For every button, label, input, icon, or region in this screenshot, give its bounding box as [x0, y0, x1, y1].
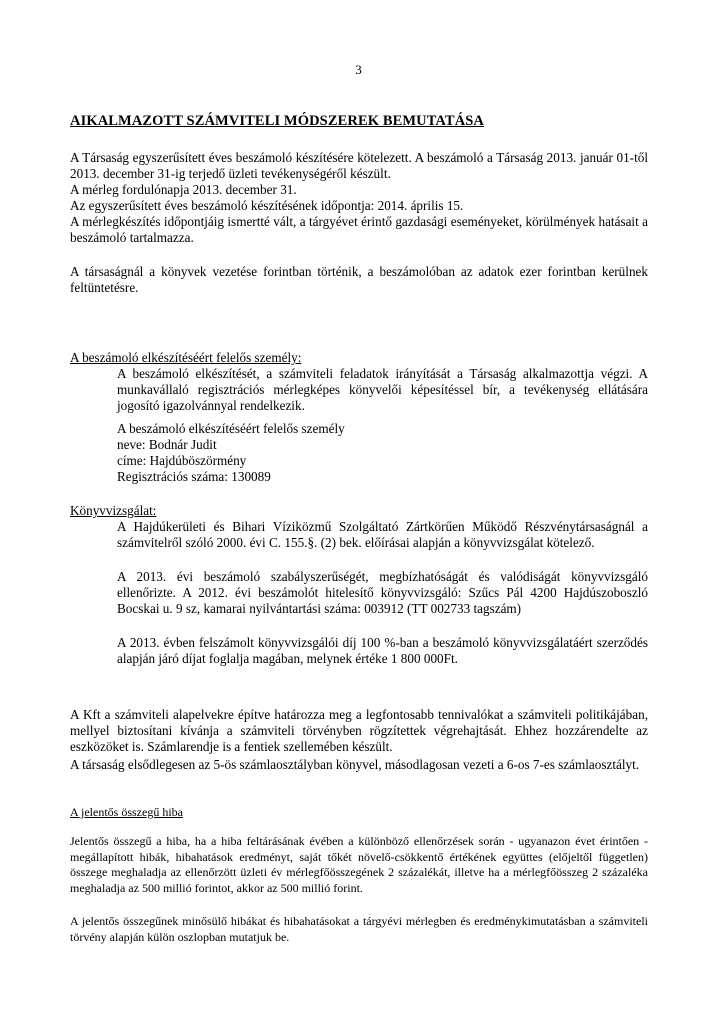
policy-paragraph-2: A társaság elsődlegesen az 5-ös számlaosztályban könyvel, másodlagosan vezeti a 6-os 7-es számlaosztályt. — [70, 757, 640, 772]
intro-paragraph-3: Az egyszerűsített éves beszámoló készítésének időpontja: 2014. április 15. — [70, 198, 464, 213]
material-error-paragraph-2: A jelentős összegűnek minősülő hibákat és hibahatásokat a tárgyévi mérlegben és eredménykimutatásban a számviteli törvény alapján külön oszlopban mutatjuk be. — [70, 914, 648, 944]
responsible-name: neve: Bodnár Judit — [117, 437, 217, 452]
intro-paragraph-4: A mérlegkészítés időpontjáig ismertté vált, a tárgyévet érintő gazdasági eseményeket, körülmények hatásait a beszámoló tartalmazza. — [70, 214, 648, 245]
responsible-details — [117, 421, 648, 485]
page-title: AIKALMAZOTT SZÁMVITELI MÓDSZEREK BEMUTATÁSA — [70, 113, 484, 129]
audit-paragraph-2: A 2013. évi beszámoló szabályszerűségét, megbízhatóságát és valódiságát könyvvizsgáló ellenőrizte. A 2012. évi beszámolót hitelesítő könyvvizsgáló: Szűcs Pál 4200 Hajdúszoboszló Bocskai u. 9 sz, kamarai nyilvántartási száma: 003912 (TT 002733 tagszám) — [117, 569, 648, 616]
responsible-heading: A beszámoló elkészítéséért felelős személy: — [70, 350, 302, 365]
responsible-line: A beszámoló elkészítéséért felelős személy — [117, 421, 345, 436]
material-error-paragraph-1: Jelentős összegű a hiba, ha a hiba feltárásának évében a különböző ellenőrzések során - ugyanazon évet érintően - megállapított hibák, hibahatások eredményt, saját tőkét növelő-csökkentő értékének együttes (előjeltől független) összege meghaladja az ellenőrzött üzleti év mérlegfőösszegének 2 százalékát, illetve ha a mérlegfőösszeg 2 százaléka meghaladja az 500 millió forintot, akkor az 500 millió forint. — [70, 834, 648, 895]
intro-section — [70, 150, 648, 246]
intro-paragraph-2: A mérleg fordulónapja 2013. december 31. — [70, 182, 297, 197]
responsible-address: címe: Hajdúböszörmény — [117, 453, 247, 468]
audit-heading: Könyvvizsgálat: — [70, 503, 157, 518]
responsible-paragraph: A beszámoló elkészítését, a számviteli feladatok irányítását a Társaság alkalmazottja végzi. A munkavállaló regisztrációs mérlegképes könyvelői képesítéssel bír, a tevékenység ellátására jogosító igazolvánnyal rendelkezik. — [117, 366, 648, 413]
currency-note: A társaságnál a könyvek vezetése forintban történik, a beszámolóban az adatok ezer forintban kerülnek feltüntetésre. — [70, 264, 648, 295]
page-number: 3 — [355, 62, 362, 77]
material-error-heading: A jelentős összegű hiba — [70, 805, 183, 819]
policy-paragraph-1: A Kft a számviteli alapelvekre építve határozza meg a legfontosabb tennivalókat a számviteli politikájában, mellyel biztosítani kívánja a számviteli törvényben rögzítettek végrehajtását. Ehhez hozzárendelte az eszközöket is. Számlarendje is a fentiek szellemében készült. — [70, 707, 648, 754]
intro-paragraph-1: A Társaság egyszerűsített éves beszámoló készítésére kötelezett. A beszámoló a Társaság 2013. január 01-től 2013. december 31-ig terjedő üzleti tevékenységéről készült. — [70, 150, 648, 181]
audit-paragraph-3: A 2013. évben felszámolt könyvvizsgálói díj 100 %-ban a beszámoló könyvvizsgálatáért szerződés alapján járó díjat foglalja magában, melynek értéke 1 800 000Ft. — [117, 635, 648, 666]
audit-paragraph-1: A Hajdúkerületi és Bihari Víziközmű Szolgáltató Zártkörűen Működő Részvénytársaságnál a számvitelről szóló 2000. évi C. 155.§. (2) bek. előírásai alapján a könyvvizsgálat kötelező. — [117, 519, 648, 550]
responsible-registration: Regisztrációs száma: 130089 — [117, 469, 271, 484]
